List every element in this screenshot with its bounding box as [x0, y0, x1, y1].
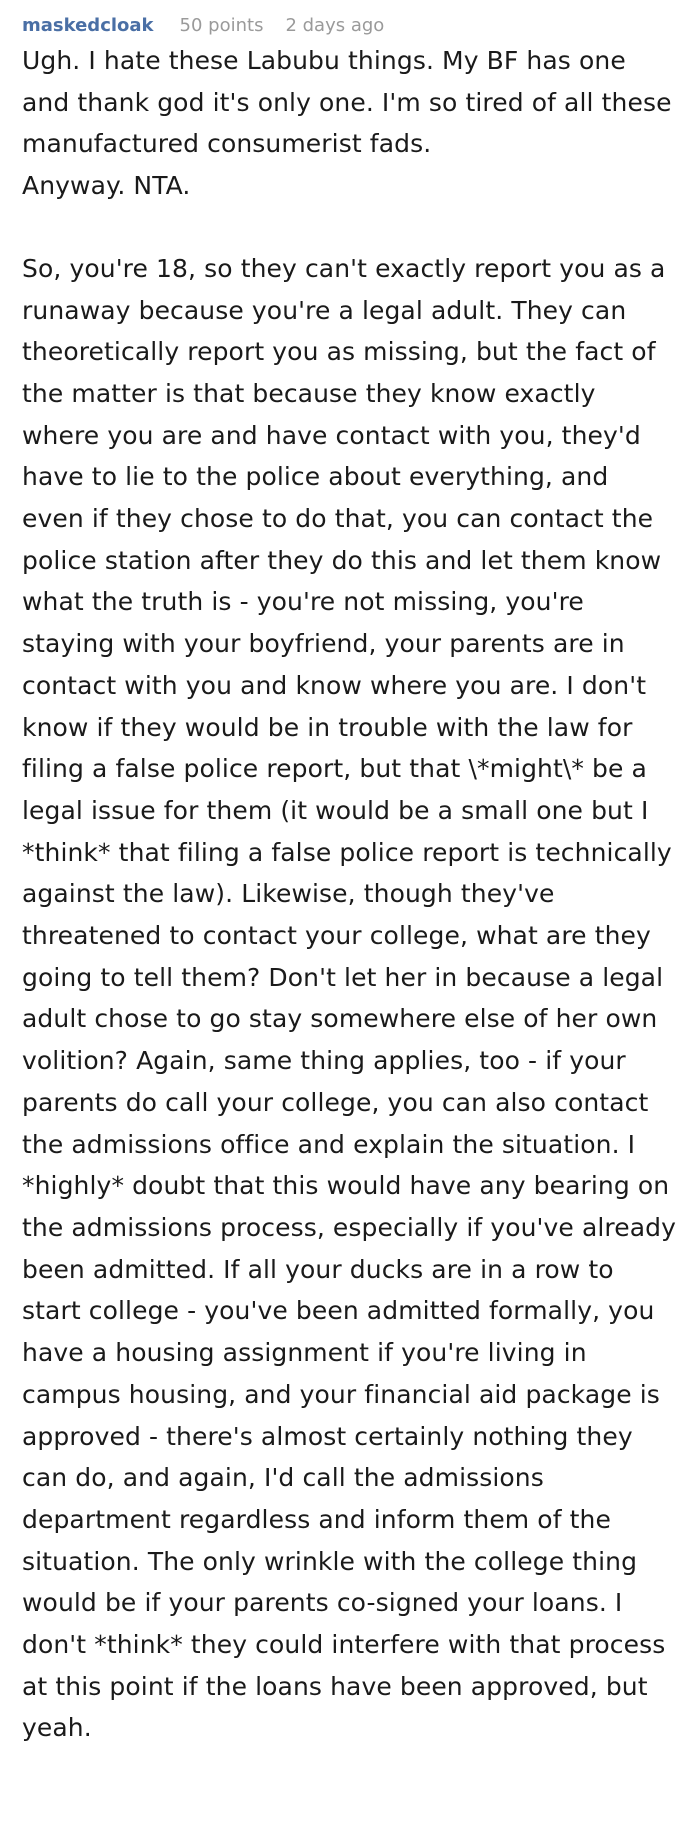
comment-body	[22, 40, 678, 1749]
comment-paragraph: Anyway. NTA.	[22, 171, 191, 201]
username-link[interactable]: maskedcloak	[22, 15, 154, 36]
comment-paragraph: So, you're 18, so they can't exactly report you as a runaway because you're a legal adult. They can theoretically report you as missing, but the fact of the matter is that because they know exactly where you are and have contact with you, they'd have to lie to the police about everything, and even if they chose to do that, you can contact the police station after they do this and let them know what the truth is - you're not missing, you're staying with your boyfriend, your parents are in contact with you and know where you are. I don't know if they would be in trouble with the law for filing a false police report, but that \*might\* be a legal issue for them (it would be a small one but I *think* that filing a false police report is technically against the law). Likewise, though they've threatened to contact your college, what are they going to tell them? Don't let her in because a legal adult chose to go stay somewhere else of her own volition? Again, same thing applies, too - if your parents do call your college, you can also contact the admissions office and explain the situation. I *highly* doubt that this would have any bearing on the admissions process, especially if you've already been admitted. If all your ducks are in a row to start college - you've been admitted formally, you have a housing assignment if you're living in campus housing, and your financial aid package is approved - there's almost certainly nothing they can do, and again, I'd call the admissions department regardless and inform them of the situation. The only wrinkle with the college thing would be if your parents co-signed your loans. I don't *think* they could interfere with that process at this point if the loans have been approved, but yeah.	[22, 253, 677, 1743]
comment-timestamp: 2 days ago	[285, 15, 385, 36]
points-count: 50 points	[179, 15, 264, 36]
paragraph-spacer	[22, 207, 678, 248]
comment-paragraph: Ugh. I hate these Labubu things. My BF has one and thank god it's only one. I'm so tired of all these manufactured consumerist fads.	[22, 46, 672, 159]
comment-meta	[22, 14, 678, 38]
